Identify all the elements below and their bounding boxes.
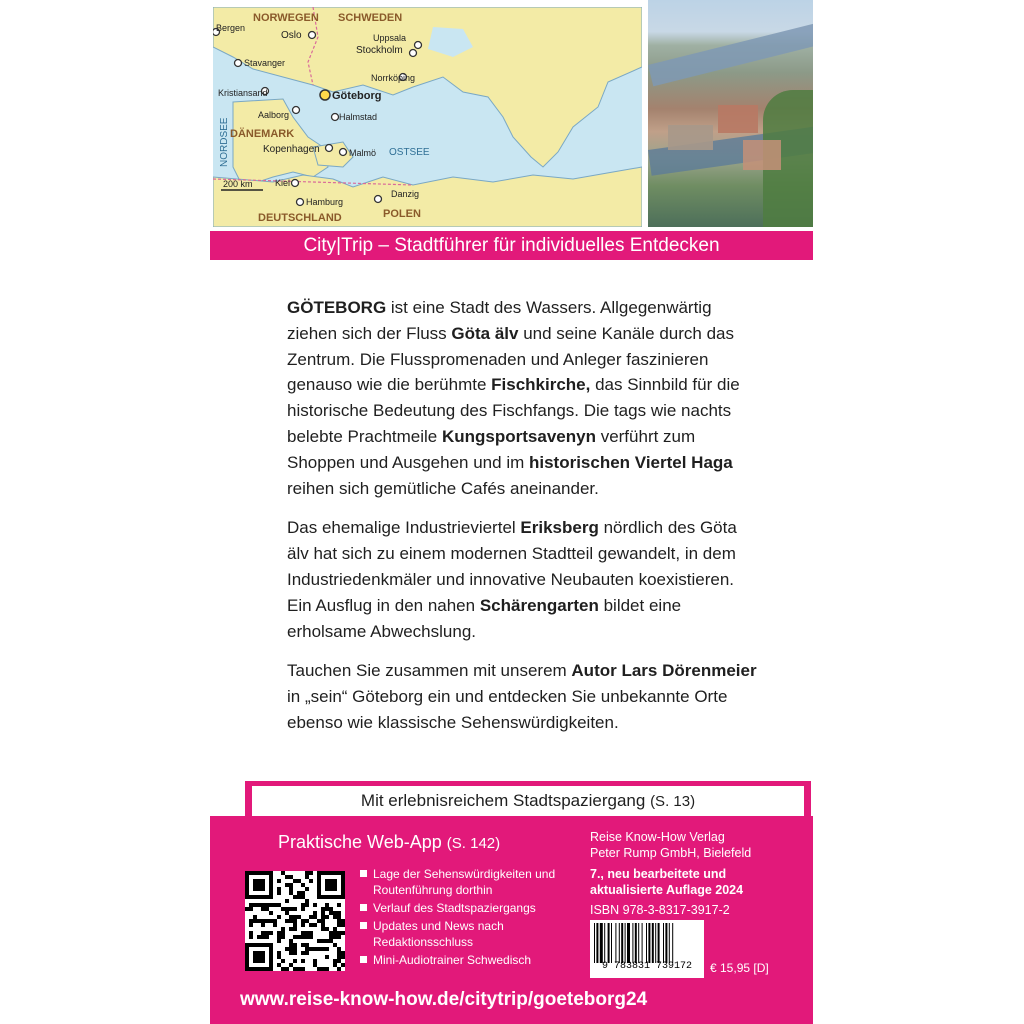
- map-label-oslo: Oslo: [281, 30, 302, 41]
- emphasis-text: historischen Viertel Haga: [528, 452, 733, 472]
- city-marker-hamburg: [297, 199, 304, 206]
- body-text-run: ist eine Stadt des Wassers. Allgegenwärtig ziehen sich der Fluss: [287, 298, 712, 343]
- body-text-run: bildet eine erholsame Abwechslung.: [287, 595, 682, 641]
- description-paragraph-1: [287, 295, 757, 501]
- website-url[interactable]: www.reise-know-how.de/citytrip/goeteborg24: [240, 989, 648, 1010]
- map-label-goteborg: Göteborg: [332, 90, 382, 102]
- map-label-halmstad: Halmstad: [339, 112, 378, 122]
- webapp-title: [278, 832, 500, 853]
- city-marker-stockholm: [410, 50, 417, 57]
- isbn: ISBN 978-3-8317-3917-2: [590, 903, 730, 917]
- body-text-run: Das ehemalige Industrieviertel: [287, 518, 521, 538]
- photo-buildings: [718, 105, 758, 133]
- barcode-bars: [594, 923, 700, 963]
- city-marker-malmo: [340, 149, 347, 156]
- body-text-run: verführt zum Shoppen und Ausgehen und im: [287, 426, 696, 472]
- map-label-malmo: Malmö: [349, 148, 377, 158]
- price: € 15,95 [D]: [710, 961, 769, 975]
- qr-code[interactable]: [245, 871, 345, 971]
- book-back-cover: [210, 0, 813, 1024]
- qr-code-graphic: [245, 871, 345, 971]
- emphasis-text: Eriksberg: [520, 518, 599, 538]
- map-label-aalborg: Aalborg: [258, 110, 290, 120]
- map-label-schweden: SCHWEDEN: [338, 12, 403, 24]
- publisher-line: Reise Know-How Verlag: [590, 830, 725, 844]
- photo-river: [648, 17, 813, 87]
- photo-buildings: [668, 125, 713, 150]
- map-label-hamburg: Hamburg: [306, 197, 344, 207]
- map-label-uppsala: Uppsala: [373, 33, 407, 43]
- map-label-danzig: Danzig: [391, 189, 420, 199]
- emphasis-text: Kungsportsavenyn: [441, 426, 596, 446]
- emphasis-text: Autor Lars Dörenmeier: [571, 661, 757, 681]
- map-label-kristiansand: Kristiansand: [218, 88, 268, 98]
- map-label-norwegen: NORWEGEN: [253, 12, 319, 24]
- map-label-nordsee: NORDSEE: [219, 117, 230, 167]
- webapp-feature-list: [358, 866, 558, 970]
- feature-item: Mini-Audiotrainer Schwedisch: [358, 952, 558, 968]
- city-marker-danzig: [375, 196, 382, 203]
- edition-line: 7., neu bearbeitete und: [590, 867, 727, 881]
- map-label-stavanger: Stavanger: [244, 58, 286, 68]
- webapp-page-ref: (S. 142): [446, 835, 501, 852]
- map-label-kopenhagen: Kopenhagen: [263, 144, 320, 155]
- city-marker-oslo: [309, 32, 316, 39]
- photo-buildings: [743, 140, 781, 170]
- city-marker-kopenhagen: [326, 145, 333, 152]
- feature-item: Lage der Sehenswürdigkeiten und Routenführung dorthin: [358, 866, 558, 898]
- emphasis-text: GÖTEBORG: [287, 298, 387, 317]
- walk-box: [252, 786, 804, 816]
- body-text-run: nördlich des Göta älv hat sich zu einem modernen Stadtteil gewandelt, in dem Industriedenkmäler und innovative Neubauten koexistieren. Ein Ausflug in den nahen: [287, 518, 737, 615]
- city-marker-uppsala: [415, 42, 422, 49]
- barcode-number: 9 783831 739172: [601, 961, 692, 972]
- city-marker-goteborg: [320, 90, 330, 100]
- body-text-run: und seine Kanäle durch das Zentrum. Die Flusspromenaden und Anleger faszinieren genauso wie die berühmte: [287, 323, 734, 395]
- feature-item: Updates und News nach Redaktionsschluss: [358, 918, 558, 950]
- city-marker-aalborg: [293, 107, 300, 114]
- city-marker-halmstad: [332, 114, 339, 121]
- edition-line: aktualisierte Auflage 2024: [590, 883, 744, 897]
- edition-info: [590, 866, 743, 898]
- map-label-danemark: DÄNEMARK: [230, 128, 295, 140]
- publisher-info: [590, 829, 751, 861]
- map-label-norrkoping: Norrköping: [371, 73, 416, 83]
- description-paragraph-3: [287, 658, 757, 735]
- map-label-polen: POLEN: [383, 208, 421, 220]
- overview-map: [213, 7, 642, 227]
- map-label-ostsee: OSTSEE: [389, 147, 430, 158]
- map-label-kiel: Kiel: [275, 178, 291, 188]
- emphasis-text: Fischkirche,: [491, 375, 591, 395]
- body-text-run: Tauchen Sie zusammen mit unserem: [287, 661, 572, 681]
- series-tagline: City|Trip – Stadtführer für individuelles Entdecken: [210, 231, 813, 260]
- emphasis-text: Schärengarten: [479, 595, 599, 615]
- map-label-deutschland: DEUTSCHLAND: [258, 212, 342, 224]
- aerial-city-photo: [648, 0, 813, 227]
- map-label-stockholm: Stockholm: [356, 45, 403, 56]
- map-label-scale: 200 km: [223, 179, 253, 189]
- walk-page-ref: (S. 13): [650, 793, 696, 810]
- publisher-line: Peter Rump GmbH, Bielefeld: [590, 846, 752, 860]
- body-text-run: das Sinnbild für die historische Bedeutung des Fischfangs. Die tags wie nachts belebte Prachtmeile: [287, 375, 740, 446]
- webapp-title-text: Praktische Web-App: [278, 832, 442, 852]
- info-footer: [210, 816, 813, 1024]
- body-text-run: in „sein“ Göteborg ein und entdecken Sie unbekannte Orte ebenso wie klassische Sehenswürdigkeiten.: [287, 687, 728, 732]
- walk-label: Mit erlebnisreichem Stadtspaziergang: [360, 791, 646, 810]
- city-marker-stavanger: [235, 60, 242, 67]
- description-paragraph-2: [287, 515, 757, 644]
- body-text-run: reihen sich gemütliche Cafés aneinander.: [287, 478, 599, 498]
- map-label-bergen: Bergen: [216, 23, 246, 33]
- description-text: [287, 295, 757, 750]
- map-graphic: [213, 7, 642, 227]
- city-marker-kiel: [292, 180, 299, 187]
- emphasis-text: Göta älv: [451, 323, 519, 343]
- feature-item: Verlauf des Stadtspaziergangs: [358, 900, 558, 916]
